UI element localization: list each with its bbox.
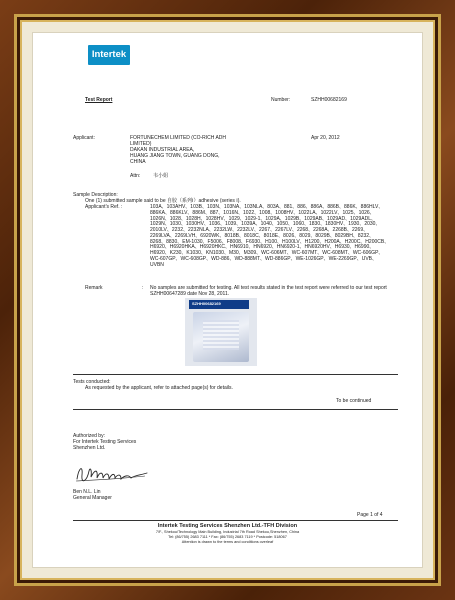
divider-1 xyxy=(73,374,398,375)
sample-bag-image xyxy=(193,312,249,362)
report-date: Apr 20, 2012 xyxy=(311,135,340,141)
page-number: Page 1 of 4 xyxy=(357,512,383,518)
sample-description-label: Sample Description: xyxy=(73,192,118,198)
remark-text: No samples are submitted for testing. All test results stated in the test report were referred to our test report SZHH00647289 date Nov 28, 2011. xyxy=(150,285,387,297)
intertek-logo: Intertek xyxy=(88,45,130,65)
sample-photo-label: SZHH00682169 xyxy=(189,300,249,309)
signatory-name: Ben N.L. Lin xyxy=(73,489,101,495)
applicant-line-4: HUANG JIANG TOWN, GUANG DONG, xyxy=(130,153,220,159)
certificate-page xyxy=(33,33,422,567)
number-label: Number: xyxy=(271,97,291,103)
remark-label: Remark xyxy=(85,285,103,291)
to-be-continued: To be continued xyxy=(336,398,372,404)
sample-photo xyxy=(185,298,257,366)
attn-value: 韦小姐 xyxy=(153,173,169,179)
applicant-ref-label: Applicant's Ref. : xyxy=(85,204,123,210)
signature-image xyxy=(73,463,151,485)
remark-colon: : xyxy=(142,285,144,291)
applicant-line-2: LIMITED) xyxy=(130,141,152,147)
applicant-line-3: DAKAN INDUSTRIAL AREA, xyxy=(130,147,195,153)
applicant-line-1: FORTUNECHEM LIMITED (CO-RICH ADH xyxy=(130,135,227,141)
divider-2 xyxy=(73,409,398,410)
applicant-label: Applicant: xyxy=(73,135,95,141)
footer-company: Intertek Testing Services Shenzhen Ltd.-TFH Division xyxy=(157,523,298,529)
attn-label: Attn: xyxy=(130,173,141,179)
footer-divider xyxy=(73,520,398,521)
report-title: Test Report xyxy=(85,97,113,103)
footer-address: 7/F., Shekou/Technology Main Building, Industrial 7th Road Shekou,Shenzhen, China xyxy=(155,530,300,534)
applicant-ref-list: 103A、103AHV、103B、103N、103NA、103NLA、803A、881、886、886A、886B、886K、886HLV、886KA、886KLV、886M、887、1016N、1022、1008、1008HV、1022LA、1022LV、1025、1026、1026N、1028、1028H、1028HV、1029、1029-1、1029A、1029B、1029AB、1029AD、1029ADL、1029N、1030、1030HV、1036、1039、1039A、1040、1050、1060、1830、1830HV、1930、2030、2010LV、2232、2232NLA、2232LW、2232LV、2267、2267LV、2268、2268A、2268B、2269、2269LVA、2269LVH、6920WK、8018B、8018C、8018E、8026、8029、8029B、8029BH、8232、8268、8830、EM-1030、F5006、F8008、F6930、H100、H100LV、H1200、H200A、H200C、H200CB、H6920、H6920HKA、H6920HKC、HN6910、HN6920、HN6920-1、HN6920HV、H6930、H6990、H6920、K230、K1030、KN1030、M30、M309、WC-606MT、WC-607MT、WC-608MT、WC-606GP、WC-607GP、WC-608GP、WD-886、WD-888MT、WD-886GP、WE-1026GP、WE-2269GP、UVB、UVBN xyxy=(150,204,390,268)
footer-notice: Attention is drawn to the terms and conditions overleaf xyxy=(181,540,274,544)
applicant-line-5: CHINA xyxy=(130,159,146,165)
tests-conducted-label: Tests conducted: xyxy=(73,379,111,385)
authorized-org-line-2: Shenzhen Ltd. xyxy=(73,445,106,451)
number-value: SZHH00682169 xyxy=(311,97,347,103)
authorized-by-label: Authorized by: xyxy=(73,433,105,439)
signatory-title: General Manager xyxy=(73,495,112,501)
tests-conducted-text: As requested by the applicant, refer to attached page(s) for details. xyxy=(85,385,233,391)
authorized-org-line-1: For Intertek Testing Services xyxy=(73,439,137,445)
sample-description-text: One (1) submitted sample said to be 自胶（系列Ⅰ）adhesive (series Ⅰ). xyxy=(85,198,241,204)
footer-contact: Tel: (86/755) 2683 7111 * Fax: (86/755) 2683 7119 * Postcode: 518067 xyxy=(168,535,287,539)
